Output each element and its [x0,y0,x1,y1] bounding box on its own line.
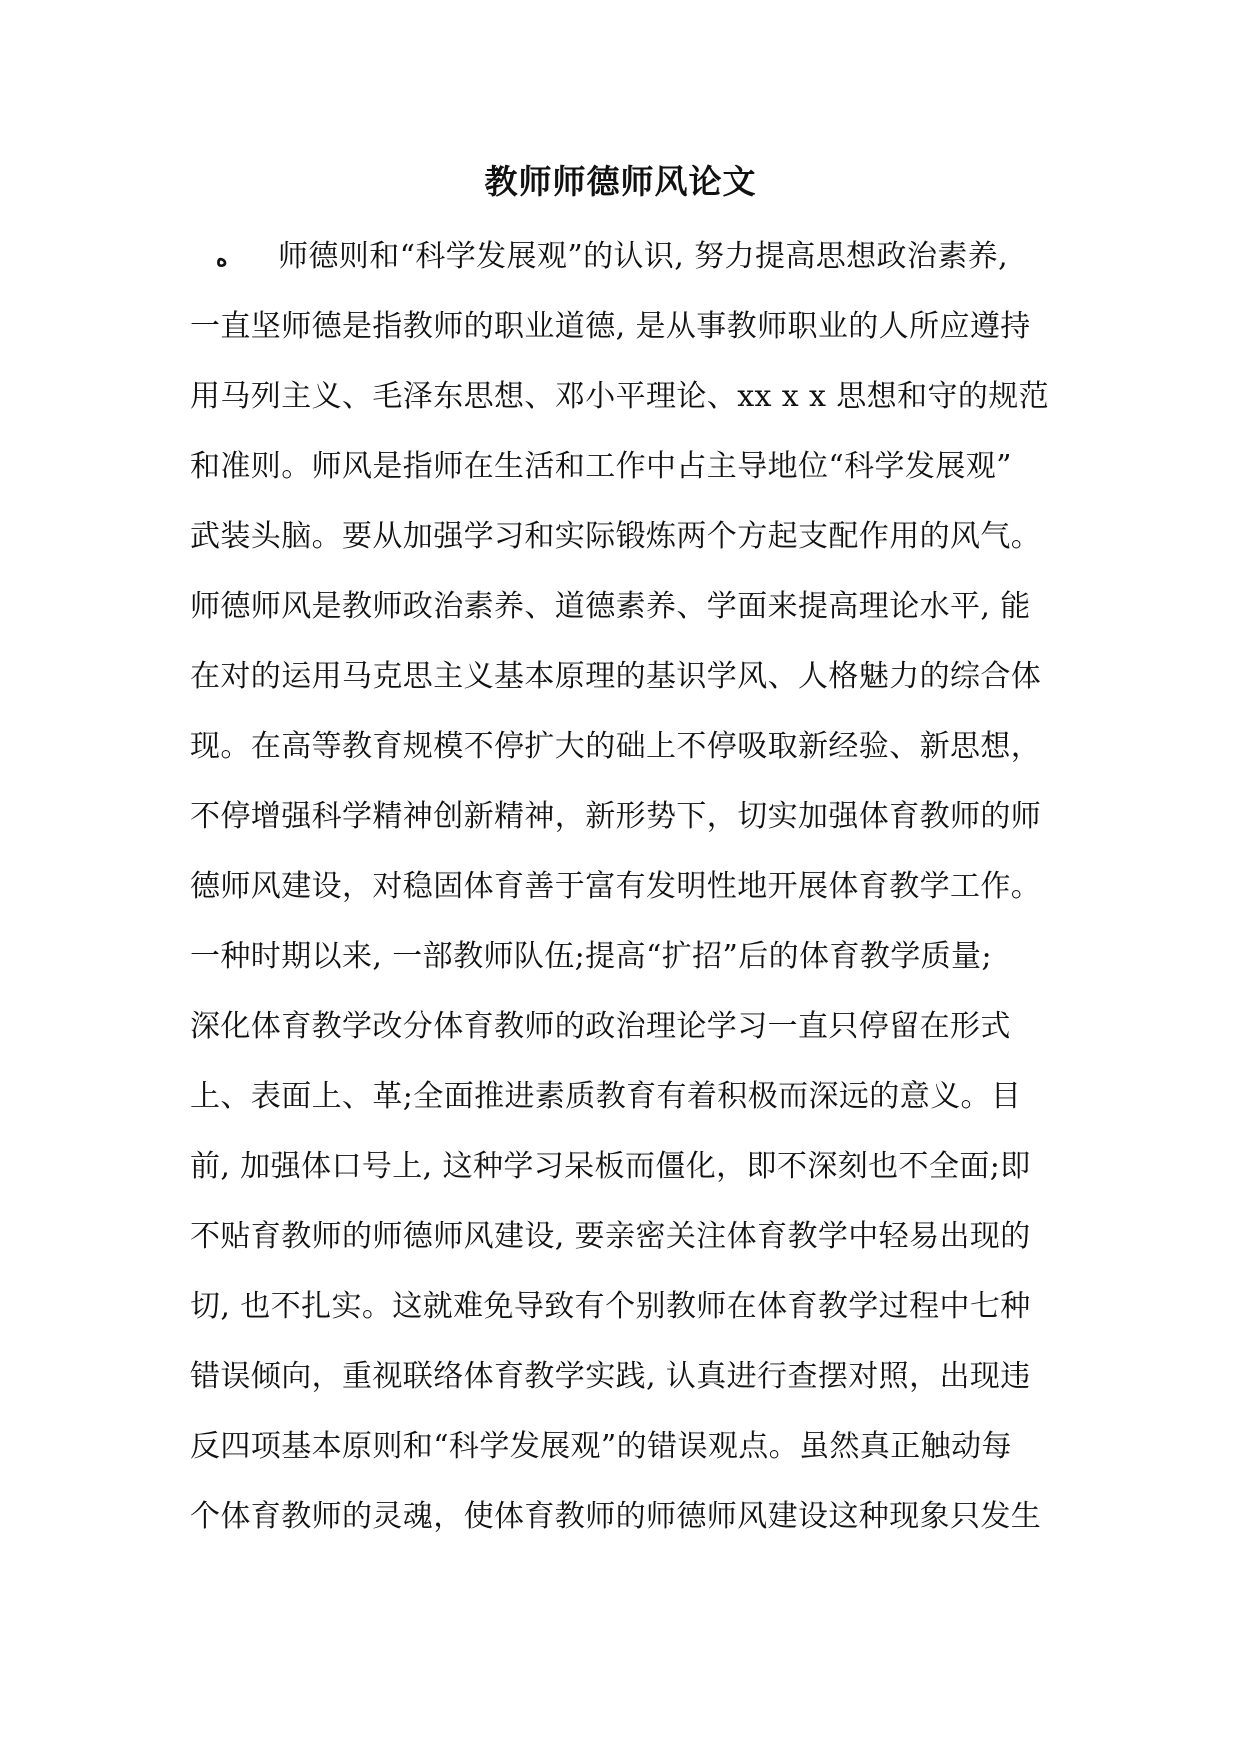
body-line: 不贴育教师的师德师风建设, 要亲密关注体育教学中轻易出现的 [190,1219,1031,1254]
document-body [190,222,1070,1552]
body-line: 前, 加强体口号上, 这种学习呆板而僵化，即不深刻也不全面;即 [190,1149,1031,1184]
body-line: 上、表面上、革;全面推进素质教育有着积极而深远的意义。目 [190,1079,1022,1114]
body-line: 现。在高等教育规模不停扩大的础上不停吸取新经验、新思想， [190,729,1042,764]
document-title: 教师师德师风论文 [484,162,757,201]
body-line: 错误倾向，重视联络体育教学实践, 认真进行查摆对照，出现违 [190,1359,1031,1394]
body-line: 一直坚师德是指教师的职业道德, 是从事教师职业的人所应遵持 [190,309,1031,344]
body-line [190,222,1070,292]
body-line: 不停增强科学精神创新精神，新形势下，切实加强体育教师的师 [190,799,1042,834]
body-line: 在对的运用马克思主义基本原理的基识学风、人格魅力的综合体 [190,659,1042,694]
body-line: 用马列主义、毛泽东思想、邓小平理论、xx x x 思想和守的规范 [190,379,1050,414]
body-line: 深化体育教学改分体育教师的政治理论学习一直只停留在形式 [190,1009,1011,1044]
body-line: 反四项基本原则和“科学发展观”的错误观点。虽然真正触动每 [190,1429,1012,1464]
body-line: 德师风建设，对稳固体育善于富有发明性地开展体育教学工作。 [190,869,1042,904]
lead-mark: ه [216,246,228,272]
body-line: 一种时期以来, 一部教师队伍;提高“扩招”后的体育教学质量; [190,939,992,974]
body-line: 和准则。师风是指师在生活和工作中占主导地位“科学发展观” [190,449,1012,484]
body-line: 武装头脑。要从加强学习和实际锻炼两个方起支配作用的风气。 [190,519,1042,554]
body-line: 切, 也不扎实。这就难免导致有个别教师在体育教学过程中七种 [190,1289,1031,1324]
body-line: 个体育教师的灵魂，使体育教师的师德师风建设这种现象只发生 [190,1499,1042,1534]
body-line: 师德师风是教师政治素养、道德素养、学面来提高理论水平, 能 [190,589,1031,624]
body-line-text: 师德则和“科学发展观”的认识, 努力提高思想政治素养, [278,239,1009,274]
